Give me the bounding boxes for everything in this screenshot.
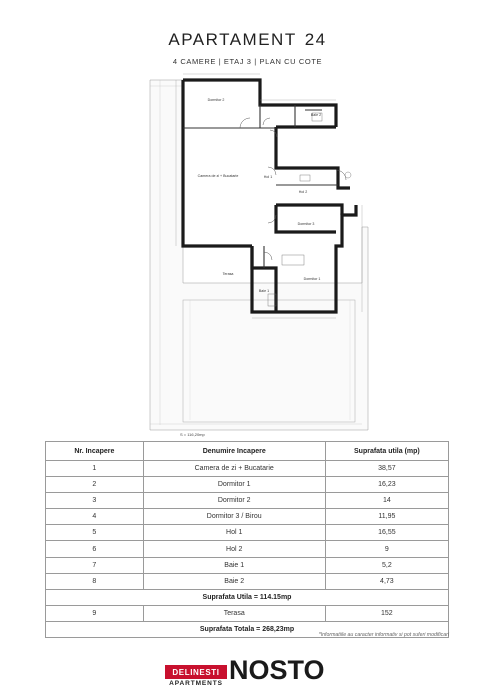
title-text: APARTAMENT xyxy=(168,30,297,49)
column-header: Suprafata utila (mp) xyxy=(325,442,448,461)
room-name: Camera de zi + Bucatarie xyxy=(143,461,325,477)
room-number: 4 xyxy=(46,509,144,525)
room-label: Terasa xyxy=(222,272,234,276)
room-label: Hol 1 xyxy=(263,175,273,179)
room-label: Baie 2 xyxy=(310,113,322,117)
doors xyxy=(240,118,346,260)
table-row xyxy=(46,557,449,573)
room-name: Dormitor 3 / Birou xyxy=(143,509,325,525)
room-number: 5 xyxy=(46,525,144,541)
disclaimer-footnote: *Informatiile au caracter informativ si pot suferi modificari xyxy=(318,632,449,638)
total-area-note: S = 116,20mp xyxy=(180,432,205,437)
room-area: 38,57 xyxy=(325,461,448,477)
room-label: Dormitor 2 xyxy=(207,98,225,102)
room-name: Dormitor 2 xyxy=(143,493,325,509)
walls xyxy=(183,80,356,312)
room-name: Baie 2 xyxy=(143,573,325,589)
room-label: Dormitor 1 xyxy=(303,277,321,281)
room-area: 5,2 xyxy=(325,557,448,573)
table-row xyxy=(46,541,449,557)
dimension-lines xyxy=(176,74,362,318)
table-header-row xyxy=(46,442,449,461)
room-name: Dormitor 1 xyxy=(143,477,325,493)
room-name: Hol 2 xyxy=(143,541,325,557)
room-label: Dormitor 3 xyxy=(297,222,315,226)
useful-area-summary: Suprafata Utila = 114.15mp xyxy=(46,589,449,605)
room-name: Baie 1 xyxy=(143,557,325,573)
room-number: 8 xyxy=(46,573,144,589)
room-name: Hol 1 xyxy=(143,525,325,541)
room-area: 4,73 xyxy=(325,573,448,589)
apartment-number: 24 xyxy=(304,30,327,49)
room-number: 1 xyxy=(46,461,144,477)
logo-delinesti-badge: DELINESTI xyxy=(165,665,227,679)
room-label: Camera de zi + Bucatarie xyxy=(197,174,239,178)
column-header: Denumire Incapere xyxy=(143,442,325,461)
room-area: 16,23 xyxy=(325,477,448,493)
room-area: 14 xyxy=(325,493,448,509)
table-row xyxy=(46,573,449,589)
room-label: Hol 2 xyxy=(298,190,308,194)
table-row xyxy=(46,477,449,493)
room-number: 6 xyxy=(46,541,144,557)
table-row xyxy=(46,509,449,525)
table-row xyxy=(46,461,449,477)
room-label: Baie 1 xyxy=(258,289,270,293)
room-number: 3 xyxy=(46,493,144,509)
room-number: 7 xyxy=(46,557,144,573)
room-name: Terasa xyxy=(143,605,325,621)
logo-apartments-text: APARTMENTS xyxy=(169,680,223,687)
logo-nosto-wordmark: NOSTO xyxy=(229,655,325,685)
total-area-summary: Suprafata Totala = 268,23mp xyxy=(46,621,449,637)
interior-walls xyxy=(183,105,338,268)
table-row xyxy=(46,525,449,541)
page-subtitle: 4 CAMERE | ETAJ 3 | PLAN CU COTE xyxy=(172,57,323,66)
room-area: 16,55 xyxy=(325,525,448,541)
room-area: 11,95 xyxy=(325,509,448,525)
room-number: 2 xyxy=(46,477,144,493)
room-area: 152 xyxy=(325,605,448,621)
room-number: 9 xyxy=(46,605,144,621)
rooms-table xyxy=(45,441,449,638)
useful-area-summary-row xyxy=(46,589,449,605)
table-row xyxy=(46,605,449,621)
column-header: Nr. Incapere xyxy=(46,442,144,461)
room-area: 9 xyxy=(325,541,448,557)
table-row xyxy=(46,493,449,509)
